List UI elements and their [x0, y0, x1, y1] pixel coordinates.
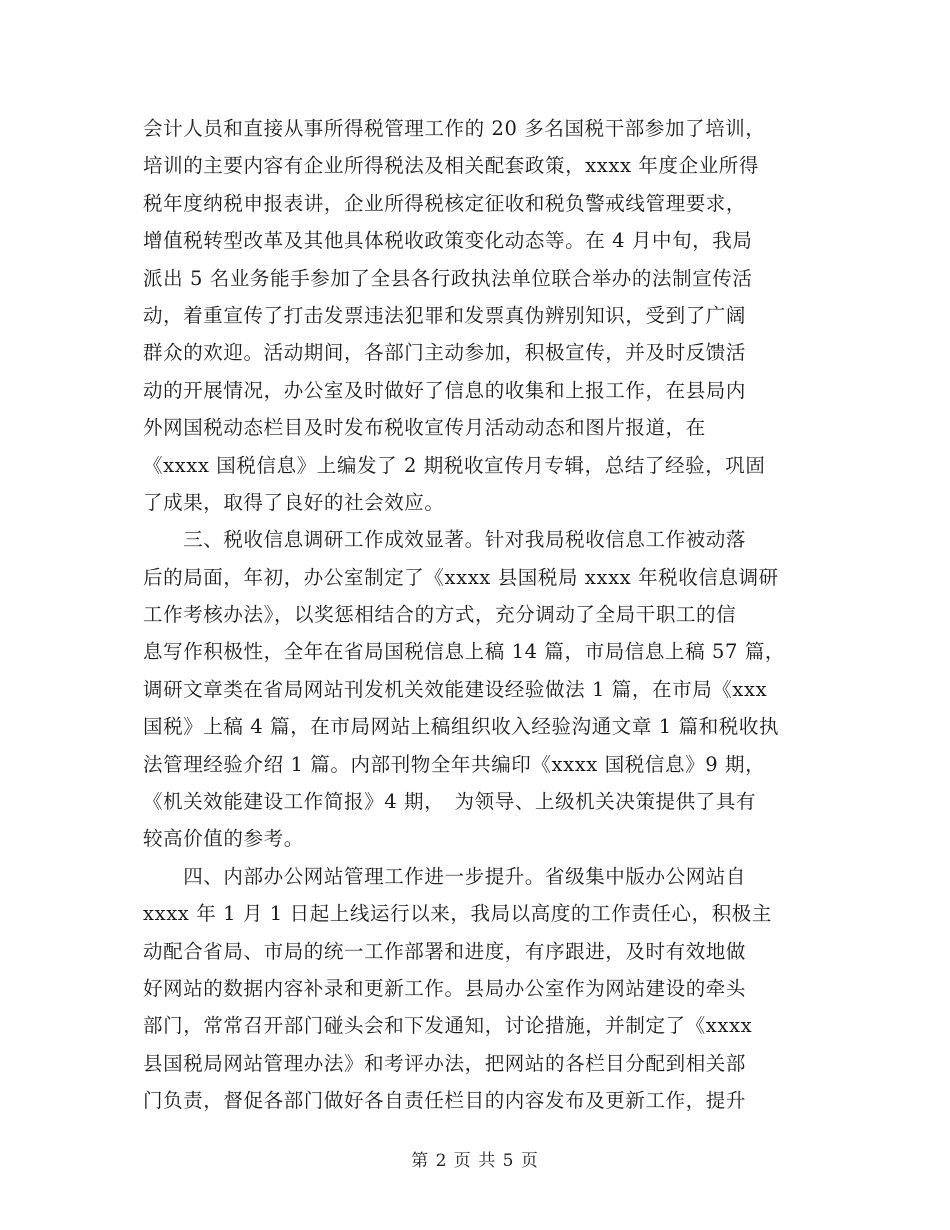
text-line: 群众的欢迎。活动期间，各部门主动参加，积极宣传，并及时反馈活	[143, 341, 747, 365]
text-line: 派出 5 名业务能手参加了全县各行政执法单位联合举办的法制宣传活	[143, 266, 753, 290]
text-line: 增值税转型改革及其他具体税收政策变化动态等。在 4 月中旬，我局	[143, 229, 753, 253]
body-text	[143, 110, 813, 1120]
text-line: 税年度纳税申报表讲，企业所得税核定征收和税负警戒线管理要求，	[143, 191, 747, 215]
text-line: 《xxxx 国税信息》上编发了 2 期税收宣传月专辑，总结了经验，巩固	[143, 453, 766, 477]
text-line: 部门，常常召开部门碰头会和下发通知，讨论措施，并制定了《xxxx	[143, 1014, 753, 1038]
text-line: 动，着重宣传了打击发票违法犯罪和发票真伪辨别知识，受到了广阔	[143, 303, 747, 327]
text-line: 会计人员和直接从事所得税管理工作的 20 多名国税干部参加了培训，	[143, 117, 766, 140]
text-line: 外网国税动态栏目及时发布税收宣传月活动动态和图片报道，在	[143, 416, 706, 440]
text-line: xxxx 年 1 月 1 日起上线运行以来，我局以高度的工作责任心，积极主	[143, 902, 772, 926]
text-line: 工作考核办法》，以奖惩相结合的方式，充分调动了全局干职工的信	[143, 603, 737, 627]
text-line: 了成果，取得了良好的社会效应。	[143, 490, 445, 514]
text-line: 法管理经验介绍 1 篇。内部刊物全年共编印《xxxx 国税信息》9 期，	[143, 752, 766, 776]
page-footer: 第 2 页 共 5 页	[411, 1151, 539, 1171]
text-line: 国税》上稿 4 篇，在市局网站上稿组织收入经验沟通文章 1 篇和税收执	[143, 715, 780, 739]
text-line: 《机关效能建设工作简报》4 期， 为领导、上级机关决策提供了具有	[143, 790, 757, 814]
text-line: 培训的主要内容有企业所得税法及相关配套政策，xxxx 年度企业所得	[143, 154, 759, 178]
text-line: 县国税局网站管理办法》和考评办法，把网站的各栏目分配到相关部	[143, 1051, 747, 1075]
text-line: 动的开展情况，办公室及时做好了信息的收集和上报工作，在县局内	[143, 378, 747, 402]
text-line: 较高价值的参考。	[143, 827, 304, 851]
text-line: 四、内部办公网站管理工作进一步提升。省级集中版办公网站自	[143, 864, 747, 888]
text-line: 动配合省局、市局的统一工作部署和进度，有序跟进，及时有效地做	[143, 939, 747, 963]
text-line: 三、税收信息调研工作成效显著。针对我局税收信息工作被动落	[143, 528, 747, 552]
text-line: 好网站的数据内容补录和更新工作。县局办公室作为网站建设的牵头	[143, 976, 747, 1000]
text-line: 息写作积极性，全年在省局国税信息上稿 14 篇，市局信息上稿 57 篇，	[143, 640, 786, 664]
text-line: 调研文章类在省局网站刊发机关效能建设经验做法 1 篇，在市局《xxx	[143, 677, 768, 701]
text-line: 门负责，督促各部门做好各自责任栏目的内容发布及更新工作，提升	[143, 1089, 747, 1113]
text-line: 后的局面，年初，办公室制定了《xxxx 县国税局 xxxx 年税收信息调研	[143, 565, 779, 589]
